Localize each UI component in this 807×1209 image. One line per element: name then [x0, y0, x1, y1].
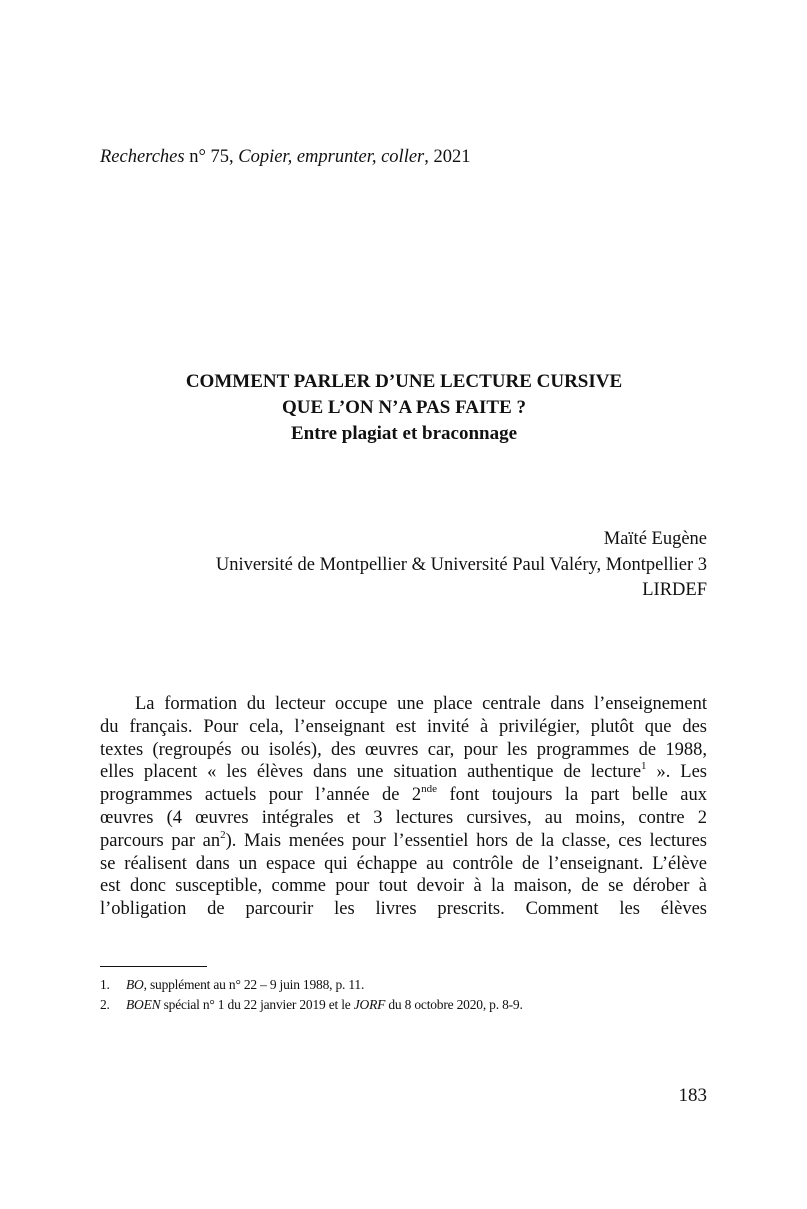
body-line-5-end: font toujours la part belle aux — [437, 785, 707, 806]
footnote-number: 2. — [100, 996, 110, 1012]
running-header — [100, 145, 471, 169]
footnote-1 — [100, 975, 523, 995]
issue-number: n° 75, — [184, 147, 239, 167]
title-line-1: COMMENT PARLER D’UNE LECTURE CURSIVE — [185, 371, 623, 392]
subtitle: Entre plagiat et braconnage — [290, 423, 518, 444]
footnote-ref-2[interactable]: 2 — [220, 828, 226, 841]
body-line-7-text: parcours par an — [100, 830, 221, 851]
body-line-6: œuvres (4 œuvres intégrales et 3 lectures cursives, au moins, contre 2 — [100, 807, 707, 828]
footnote-separator — [100, 966, 207, 967]
footnote-ref-1[interactable]: 1 — [641, 760, 647, 773]
footnote-source-2: JORF — [353, 996, 386, 1012]
body-line-3: textes (regroupés ou isolés), des œuvres car, pour les programmes de 1988, — [100, 739, 707, 760]
body-line-4-end: ». Les — [646, 762, 707, 783]
footnote-detail-2: du 8 octobre 2020, p. 8-9. — [385, 996, 523, 1012]
article-title — [100, 369, 708, 447]
title-line-2: QUE L’ON N’A PAS FAITE ? — [281, 397, 527, 418]
body-line-10: l’obligation de parcourir les livres prescrits. Comment les élèves — [100, 899, 707, 920]
author-block — [216, 527, 707, 604]
footnote-source: BOEN — [126, 996, 161, 1012]
footnote-number: 1. — [100, 977, 110, 992]
author-affiliation: Université de Montpellier & Université Paul Valéry, Montpellier 3 — [215, 554, 707, 575]
body-line-7 — [100, 830, 707, 853]
body-line-8: se réalisent dans un espace qui échappe au contrôle de l’enseignant. L’élève — [100, 853, 707, 874]
journal-name: Recherches — [100, 147, 185, 167]
body-line-2: du français. Pour cela, l’enseignant est invité à privilégier, plutôt que des — [100, 716, 707, 737]
footnote-2 — [100, 995, 523, 1015]
ordinal-suffix: nde — [421, 783, 438, 796]
body-line-5 — [100, 784, 707, 807]
footnote-source: BO — [126, 977, 144, 992]
page-number: 183 — [678, 1085, 707, 1106]
issue-year: , 2021 — [424, 147, 471, 167]
footnote-detail: spécial n° 1 du 22 janvier 2019 et le — [160, 996, 354, 1012]
footnote-text — [126, 975, 364, 995]
body-line-5-text: programmes actuels pour l’année de 2 — [100, 785, 422, 806]
issue-theme: Copier, emprunter, coller — [238, 147, 425, 167]
body-line-4-text: elles placent « les élèves dans une situation authentique de lecture — [100, 762, 642, 783]
body-line-7-end: ). Mais menées pour l’essentiel hors de la classe, ces lectures — [225, 830, 707, 851]
author-lab: LIRDEF — [642, 580, 707, 600]
footnote-detail: , supplément au n° 22 – 9 juin 1988, p. 11. — [143, 977, 365, 992]
footnote-text — [126, 995, 523, 1015]
body-line-9: est donc susceptible, comme pour tout devoir à la maison, de se dérober à — [100, 876, 707, 897]
body-paragraph — [100, 693, 707, 921]
author-name: Maïté Eugène — [603, 529, 707, 549]
body-line-1: La formation du lecteur occupe une place centrale dans l’enseignement — [135, 694, 707, 714]
footnotes — [100, 975, 523, 1014]
body-line-4 — [100, 761, 707, 784]
